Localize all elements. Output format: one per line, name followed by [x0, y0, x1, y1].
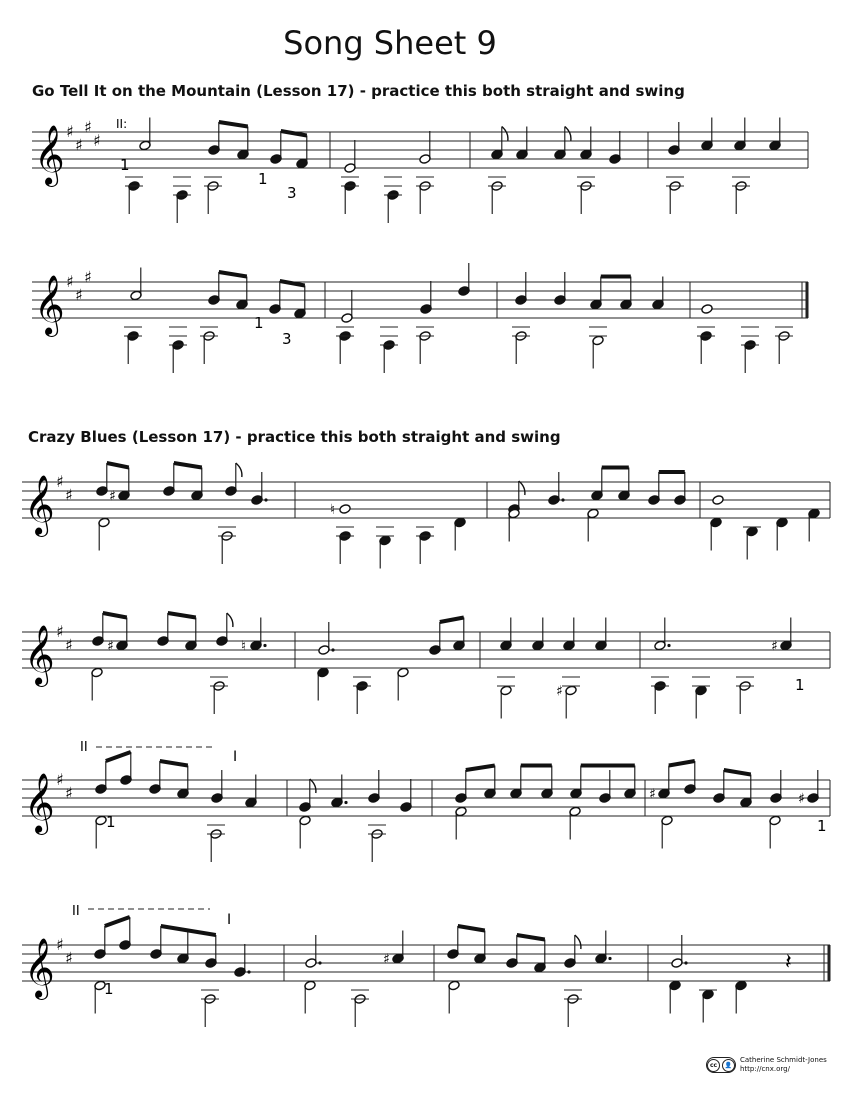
by-attribution-icon: 👤 — [722, 1059, 735, 1072]
staff-system-3 — [0, 460, 849, 580]
note-beam — [440, 618, 464, 623]
sharp-icon: ♯ — [109, 488, 116, 505]
treble-clef-icon: 𝄞 — [24, 625, 55, 685]
license-author: Catherine Schmidt-Jones — [740, 1056, 827, 1064]
staff-system-2 — [0, 260, 849, 380]
sharp-icon: ♯ — [93, 131, 101, 150]
sharp-icon: ♯ — [556, 683, 563, 700]
fingering-1: 1 — [254, 314, 264, 332]
fingering-1: 1 — [795, 676, 805, 694]
treble-clef-icon: 𝄞 — [24, 938, 55, 998]
note-dot — [344, 801, 347, 804]
note-beam — [669, 761, 695, 766]
sharp-icon: ♯ — [383, 951, 390, 968]
sharp-icon: ♯ — [56, 622, 64, 641]
treble-clef-icon: 𝄞 — [34, 275, 65, 335]
fingering-1: 1 — [258, 170, 268, 188]
natural-icon: ♮ — [241, 638, 247, 655]
staff-system-6 — [0, 895, 849, 1045]
treble-clef-icon: 𝄞 — [34, 125, 65, 185]
sharp-icon: ♯ — [75, 135, 83, 155]
note-flag — [236, 463, 242, 477]
license-url: http://cnx.org/ — [740, 1065, 790, 1073]
note-flag — [227, 613, 233, 627]
fingering-1: 1 — [106, 813, 116, 831]
sharp-icon: ♯ — [75, 285, 83, 305]
note-dot — [608, 957, 611, 960]
note-beam — [106, 752, 131, 761]
note-dot — [264, 498, 267, 501]
note-beam — [107, 463, 129, 468]
note-beam — [219, 122, 248, 127]
note-beam — [160, 761, 188, 766]
fingering-3: 3 — [282, 330, 292, 348]
sharp-icon: ♯ — [66, 272, 74, 291]
note-dot — [561, 498, 564, 501]
note-beam — [105, 917, 130, 926]
sharp-icon: ♯ — [649, 786, 656, 803]
sharp-icon: ♯ — [84, 117, 92, 137]
fingering-1: 1 — [104, 980, 114, 998]
note-flag — [565, 127, 571, 141]
sharp-icon: ♯ — [56, 935, 64, 954]
note-beam — [174, 463, 202, 468]
page-title: Song Sheet 9 — [283, 24, 497, 62]
song-title-go-tell-it: Go Tell It on the Mountain (Lesson 17) - practice this both straight and swing — [32, 82, 685, 100]
fingering-1: 1 — [817, 817, 827, 835]
note-beam — [219, 272, 247, 277]
note-dot — [263, 644, 266, 647]
barre-end-mark: I — [233, 749, 238, 765]
note-dot — [684, 961, 687, 964]
sharp-icon: ♯ — [56, 472, 64, 491]
note-dot — [318, 961, 321, 964]
note-flag — [502, 127, 508, 141]
note-dot — [667, 644, 670, 647]
sharp-icon: ♯ — [65, 485, 73, 505]
note-dot — [247, 970, 250, 973]
song-title-crazy-blues: Crazy Blues (Lesson 17) - practice this both straight and swing — [28, 428, 561, 446]
treble-clef-icon: 𝄞 — [24, 475, 55, 535]
treble-clef-icon: 𝄞 — [24, 773, 55, 833]
note-flag — [519, 481, 525, 495]
cc-badge-label: cc — [707, 1059, 720, 1072]
note-beam — [103, 613, 127, 618]
note-beam — [466, 766, 495, 771]
note-dot — [331, 648, 334, 651]
sharp-icon: ♯ — [66, 122, 74, 141]
note-head — [712, 495, 724, 506]
creative-commons-icon — [706, 1057, 736, 1073]
license-block — [706, 1056, 827, 1074]
sharp-icon: ♯ — [65, 635, 73, 655]
sharp-icon: ♯ — [798, 791, 805, 807]
barre-end-mark: I — [227, 912, 232, 928]
staff-system-4 — [0, 610, 849, 730]
sharp-icon: ♯ — [107, 638, 114, 655]
note-head — [701, 304, 713, 315]
barre-mark: II — [72, 904, 80, 919]
fingering-1: 1 — [120, 156, 130, 174]
natural-icon: ♮ — [330, 502, 336, 518]
staff-system-1 — [0, 110, 849, 230]
fingering-3: 3 — [287, 184, 297, 202]
quarter-rest-icon: 𝄽 — [785, 950, 792, 975]
note-head — [339, 504, 351, 515]
note-flag — [575, 935, 581, 949]
staff-system-5 — [0, 735, 849, 875]
sharp-icon: ♯ — [65, 948, 73, 968]
barre-mark: II — [80, 740, 88, 755]
sharp-icon: ♯ — [771, 638, 778, 655]
sharp-icon: ♯ — [56, 770, 64, 789]
sharp-icon: ♯ — [84, 267, 92, 287]
note-beam — [724, 770, 751, 775]
note-flag — [310, 779, 316, 793]
note-beam — [458, 926, 485, 931]
note-beam — [168, 613, 196, 618]
repeat-start-mark: II: — [116, 117, 128, 131]
note-beam — [517, 935, 545, 940]
sharp-icon: ♯ — [65, 783, 73, 803]
